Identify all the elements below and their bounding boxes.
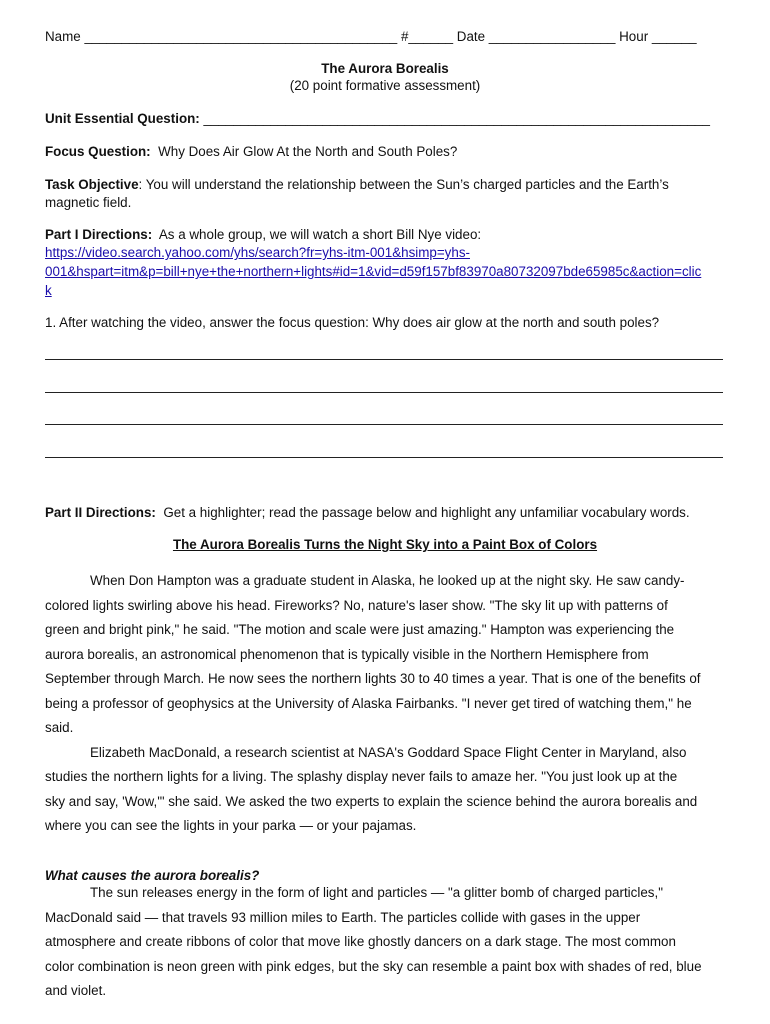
section-subheading: What causes the aurora borealis? — [45, 868, 260, 883]
focus-question-label: Focus Question: — [45, 144, 151, 159]
part2-directions — [45, 505, 725, 520]
page-subtitle: (20 point formative assessment) — [289, 78, 481, 93]
task-objective-continued: magnetic field. — [45, 195, 132, 210]
passage-line: atmosphere and create ribbons of color that move like ghostly dancers on a dark stage. The most common — [45, 934, 676, 949]
task-objective-label: Task Objective — [45, 177, 139, 192]
passage-line: said. — [45, 720, 74, 735]
video-link-line-2[interactable]: 001&hspart=itm&p=bill+nye+the+northern+lights#id=1&vid=d59f157bf83970a80732097bde65985c&action=clic — [45, 264, 702, 279]
name-date-hour-line: Name __________________________________________ #______ Date _________________ Hour ______ — [45, 29, 697, 44]
video-link-line-3[interactable]: k — [45, 283, 52, 298]
page-title: The Aurora Borealis — [321, 61, 449, 76]
answer-line[interactable] — [45, 457, 723, 458]
passage-line: September through March. He now sees the northern lights 30 to 40 times a year. That is one of the benefits of — [45, 671, 701, 686]
part1-label: Part I Directions: — [45, 227, 153, 242]
video-link-line-1[interactable]: https://video.search.yahoo.com/yhs/search?fr=yhs-itm-001&hsimp=yhs- — [45, 245, 470, 260]
passage-line: The sun releases energy in the form of light and particles — "a glitter bomb of charged particles," — [90, 885, 663, 900]
passage-line: where you can see the lights in your parka — or your pajamas. — [45, 818, 417, 833]
unit-question-label: Unit Essential Question: — [45, 111, 200, 126]
passage-title: The Aurora Borealis Turns the Night Sky into a Paint Box of Colors — [172, 537, 598, 552]
passage-paragraph-3 — [45, 881, 725, 1004]
question-1: 1. After watching the video, answer the focus question: Why does air glow at the north and south poles? — [45, 315, 660, 330]
unit-question-blank[interactable]: ____________________________________________________________________ — [203, 111, 710, 126]
passage-line: colored lights swirling above his head. Fireworks? No, nature's laser show. "The sky lit up with patterns of — [45, 597, 668, 613]
passage-paragraph-1 — [45, 569, 725, 839]
passage-line: studies the northern lights for a living. The splashy display never fails to amaze her. "You just look up at the — [45, 769, 678, 784]
answer-line[interactable] — [45, 392, 723, 393]
passage-line: color combination is neon green with pink edges, but the sky can resemble a paint box with shades of red, blue — [45, 958, 702, 974]
passage-line: being a professor of geophysics at the University of Alaska Fairbanks. "I never get tired of watching them," he — [45, 695, 692, 711]
task-objective — [45, 177, 725, 192]
passage-line: sky and say, 'Wow,'" she said. We asked the two experts to explain the science behind the aurora borealis and — [45, 793, 698, 809]
answer-line[interactable] — [45, 424, 723, 425]
part1-directions — [45, 227, 725, 242]
part2-text: Get a highlighter; read the passage below and highlight any unfamiliar vocabulary words. — [163, 505, 690, 520]
focus-question-text: Why Does Air Glow At the North and South Poles? — [158, 144, 458, 159]
passage-line: Elizabeth MacDonald, a research scientist at NASA's Goddard Space Flight Center in Maryland, also — [90, 744, 687, 760]
passage-line: and violet. — [45, 983, 107, 998]
part2-label: Part II Directions: — [45, 505, 156, 520]
passage-line: MacDonald said — that travels 93 million miles to Earth. The particles collide with gases in the upper — [45, 909, 641, 925]
passage-line: When Don Hampton was a graduate student in Alaska, he looked up at the night sky. He saw candy- — [90, 573, 685, 588]
task-objective-text: : You will understand the relationship between the Sun’s charged particles and the Earth’s — [138, 177, 669, 192]
unit-essential-question — [45, 111, 725, 126]
passage-line: green and bright pink," he said. "The motion and scale were just amazing." Hampton was experiencing the — [45, 622, 675, 637]
answer-line[interactable] — [45, 359, 723, 360]
focus-question — [45, 144, 725, 159]
part1-text: As a whole group, we will watch a short Bill Nye video: — [158, 227, 482, 242]
passage-line: aurora borealis, an astronomical phenomenon that is typically visible in the Northern Hemisphere from — [45, 646, 649, 662]
